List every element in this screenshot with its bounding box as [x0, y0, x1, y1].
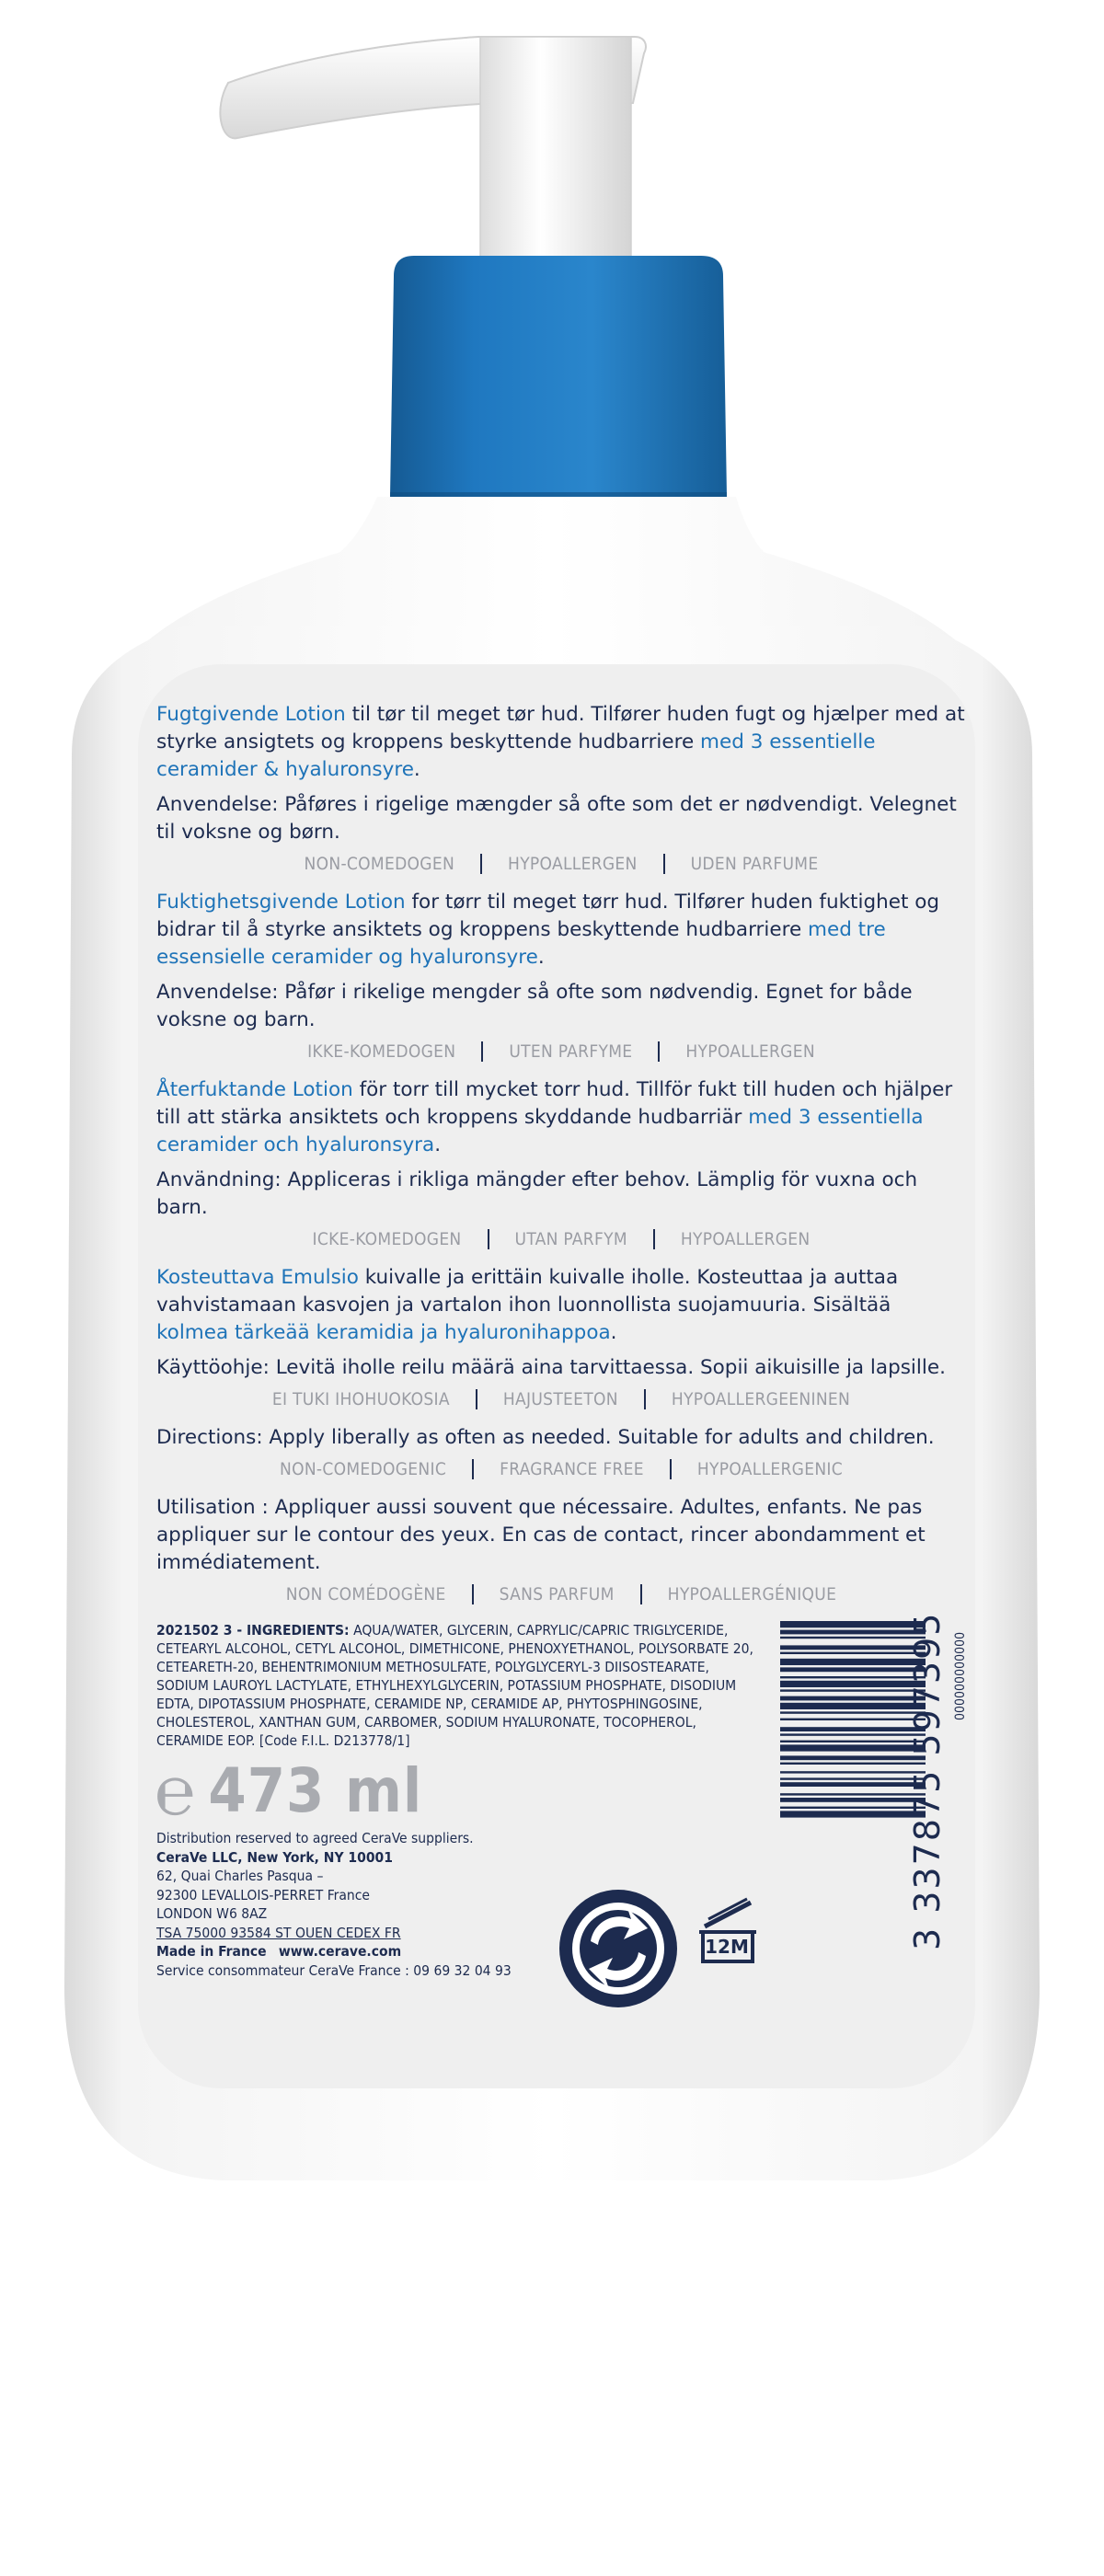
description-text: kuivalle ja erittäin kuivalle iholle. Kosteuttaa ja auttaa vahvistamaan kasvojen ja vartalon ihon luonnollista suojamuuria. Sisältää	[156, 1266, 899, 1317]
claim-tag: FRAGRANCE FREE	[472, 1459, 670, 1479]
claim-tag: HYPOALLERGEN	[653, 1229, 836, 1249]
estimated-sign-icon: ℮	[155, 1751, 196, 1831]
highlight-text: med tre essensielle ceramider og hyaluronsyre	[156, 918, 886, 969]
claims-row	[156, 1389, 966, 1409]
claim-tag: HYPOALLERGEN	[480, 854, 663, 874]
distribution-address: LONDON W6 8AZ	[156, 1905, 268, 1922]
description-paragraph	[156, 1264, 966, 1347]
product-name: Kosteuttava Emulsio	[156, 1266, 359, 1289]
green-dot-recycle-icon	[559, 1890, 677, 2007]
usage-paragraph	[156, 1424, 966, 1452]
usage-text: Apply liberally as often as needed. Suitable for adults and children.	[262, 1426, 935, 1449]
volume-quantity: 473 ml	[208, 1755, 423, 1826]
barcode-bar	[780, 1630, 926, 1635]
barcode-bar	[780, 1621, 926, 1627]
usage-paragraph	[156, 1167, 966, 1222]
highlight-text: kolmea tärkeää keramidia ja hyaluronihappoa	[156, 1321, 611, 1344]
claim-tag: HAJUSTEETON	[476, 1389, 644, 1409]
barcode-bar	[780, 1719, 926, 1720]
usage-label: Användning:	[156, 1168, 282, 1191]
website: www.cerave.com	[278, 1943, 402, 1960]
usage-text: Appliceras i rikliga mängder efter behov. Lämplig för vuxna och barn.	[156, 1168, 918, 1219]
distribution-info	[156, 1829, 512, 1980]
claim-tag: HYPOALLERGEENINEN	[644, 1389, 876, 1409]
sentence-end: .	[434, 1133, 442, 1156]
sentence-end: .	[413, 758, 420, 781]
claim-tag: HYPOALLERGÉNIQUE	[640, 1584, 863, 1604]
usage-label: Anvendelse:	[156, 981, 279, 1004]
barcode-bar	[780, 1741, 926, 1742]
barcode-bar	[780, 1696, 926, 1701]
barcode-bar	[780, 1645, 926, 1650]
language-block	[156, 1424, 966, 1479]
claim-tag: UDEN PARFUME	[663, 854, 845, 874]
barcode-bar	[780, 1777, 926, 1779]
description-text: för torr till mycket torr hud. Tillför fukt till huden och hjälper till att stärka ansiktets och kroppens skyddande hudbarriär	[156, 1078, 953, 1129]
claims-row	[156, 1229, 966, 1249]
claim-tag: NON-COMEDOGENIC	[280, 1459, 447, 1479]
barcode-bar	[780, 1703, 926, 1709]
claims-row	[156, 1459, 966, 1479]
barcode-bar	[780, 1637, 926, 1639]
description-paragraph	[156, 701, 966, 784]
claim-tag: SANS PARFUM	[472, 1584, 640, 1604]
ingredients	[156, 1621, 764, 1750]
sentence-end: .	[537, 946, 545, 969]
claim-tag: ICKE-KOMEDOGEN	[312, 1229, 462, 1249]
barcode-bar	[780, 1763, 926, 1765]
claim-tag: UTAN PARFYM	[488, 1229, 653, 1249]
made-in: Made in France	[156, 1943, 267, 1960]
distribution-line: Distribution reserved to agreed CeraVe suppliers.	[156, 1830, 474, 1846]
usage-paragraph	[156, 791, 966, 846]
highlight-text: med 3 essentielle ceramider & hyaluronsyre	[156, 730, 876, 781]
barcode-bar	[780, 1727, 926, 1731]
label-text	[156, 701, 966, 1619]
claims-row	[156, 854, 966, 874]
claim-tag: HYPOALLERGENIC	[670, 1459, 868, 1479]
language-block	[156, 701, 966, 874]
ingredients-list: AQUA/WATER, GLYCERIN, CAPRYLIC/CAPRIC TRIGLYCERIDE, CETEARYL ALCOHOL, CETYL ALCOHOL, DIMETHICONE, PHENOXYETHANOL, POLYSORBATE 20, CETEARETH-20, BEHENTRIMONIUM METHOSULFATE, POLYGLYCERYL-3 DIISOSTEARATE, SODIUM LAUROYL LACTYLATE, ETHYLHEXYLGLYCERIN, POTASSIUM PHOSPHATE, DISODIUM EDTA, DIPOTASSIUM PHOSPHATE, CERAMIDE NP, CERAMIDE AP, PHYTOSPHINGOSINE, CHOLESTEROL, XANTHAN GUM, CARBOMER, SODIUM HYALURONATE, TOCOPHEROL, CERAMIDE EOP. [Code F.I.L. D213778/1]	[156, 1622, 753, 1749]
usage-label: Directions:	[156, 1426, 263, 1449]
description-paragraph	[156, 889, 966, 972]
usage-label: Anvendelse:	[156, 793, 279, 816]
description-text: til tør til meget tør hud. Tilfører huden fugt og hjælper med at styrke ansigtets og kroppens beskyttende hudbarriere	[156, 703, 965, 753]
bottle-cap	[390, 256, 727, 497]
pao-label: 12M	[705, 1936, 749, 1958]
language-block	[156, 889, 966, 1062]
claim-tag: UTEN PARFYME	[481, 1041, 658, 1062]
ingredients-batch: 2021502 3 - INGREDIENTS:	[156, 1622, 350, 1639]
usage-text: Appliquer aussi souvent que nécessaire. Adultes, enfants. Ne pas appliquer sur le contour des yeux. En cas de contact, rincer abondamment et immédiatement.	[156, 1496, 926, 1574]
volume	[155, 1751, 423, 1831]
usage-text: Påføres i rigelige mængder så ofte som det er nødvendigt. Velegnet til voksne og børn.	[156, 793, 957, 844]
usage-paragraph	[156, 979, 966, 1034]
barcode-bar	[780, 1681, 926, 1687]
service-line: Service consommateur CeraVe France : 09 69 32 04 93	[156, 1961, 512, 1979]
barcode-number: 3 337875 597395	[907, 1611, 948, 1950]
usage-text: Levitä iholle reilu määrä aina tarvittaessa. Sopii aikuisille ja lapsille.	[269, 1356, 946, 1379]
barcode-bar	[780, 1689, 926, 1691]
claims-row	[156, 1041, 966, 1062]
barcode-small-code: 000000000000	[953, 1631, 968, 1720]
description-paragraph	[156, 1076, 966, 1159]
language-block	[156, 1076, 966, 1249]
claim-tag: IKKE-KOMEDOGEN	[307, 1041, 456, 1062]
distribution-address: 62, Quai Charles Pasqua –	[156, 1868, 324, 1884]
claims-row	[156, 1584, 966, 1604]
usage-label: Utilisation :	[156, 1496, 269, 1519]
barcode-bar	[780, 1782, 926, 1787]
claim-tag: NON COMÉDOGÈNE	[285, 1584, 446, 1604]
barcode-bar	[780, 1771, 926, 1773]
barcode-bar	[780, 1793, 926, 1795]
claim-tag: NON-COMEDOGEN	[304, 854, 455, 874]
distribution-company: CeraVe LLC, New York, NY 10001	[156, 1848, 393, 1866]
claim-tag: HYPOALLERGEN	[658, 1041, 841, 1062]
usage-label: Käyttöohje:	[156, 1356, 270, 1379]
product-name: Fugtgivende Lotion	[156, 703, 346, 726]
barcode-bar	[780, 1744, 926, 1751]
language-block	[156, 1494, 966, 1604]
highlight-text: med 3 essentiella ceramider och hyaluronsyra	[156, 1106, 924, 1156]
language-block	[156, 1264, 966, 1409]
barcode-bar	[780, 1755, 926, 1760]
barcode-bar	[780, 1798, 926, 1802]
distribution-address: TSA 75000 93584 ST OUEN CEDEX FR	[156, 1924, 401, 1941]
description-text: for tørr til meget tørr hud. Tilfører huden fuktighet og bidrar til å styrke ansiktets og kroppens beskyttende hudbarriere	[156, 891, 940, 941]
barcode-bar	[780, 1807, 926, 1809]
barcode-bar	[780, 1659, 926, 1665]
distribution-address: 92300 LEVALLOIS-PERRET France	[156, 1886, 370, 1903]
product-name: Återfuktande Lotion	[156, 1078, 353, 1101]
pump-stem	[480, 37, 631, 269]
product-name: Fuktighetsgivende Lotion	[156, 891, 406, 914]
usage-paragraph	[156, 1494, 966, 1577]
barcode-bar	[780, 1811, 926, 1817]
usage-paragraph	[156, 1354, 966, 1382]
barcode-bar	[780, 1676, 926, 1678]
barcode-bar	[780, 1652, 926, 1654]
barcode-bar	[780, 1667, 926, 1672]
sentence-end: .	[610, 1321, 617, 1344]
barcode-bar	[780, 1733, 926, 1735]
claim-tag: EI TUKI IHOHUOKOSIA	[271, 1389, 450, 1409]
usage-text: Påfør i rikelige mengder så ofte som nødvendig. Egnet for både voksne og barn.	[156, 981, 913, 1031]
barcode-bar	[780, 1711, 926, 1713]
